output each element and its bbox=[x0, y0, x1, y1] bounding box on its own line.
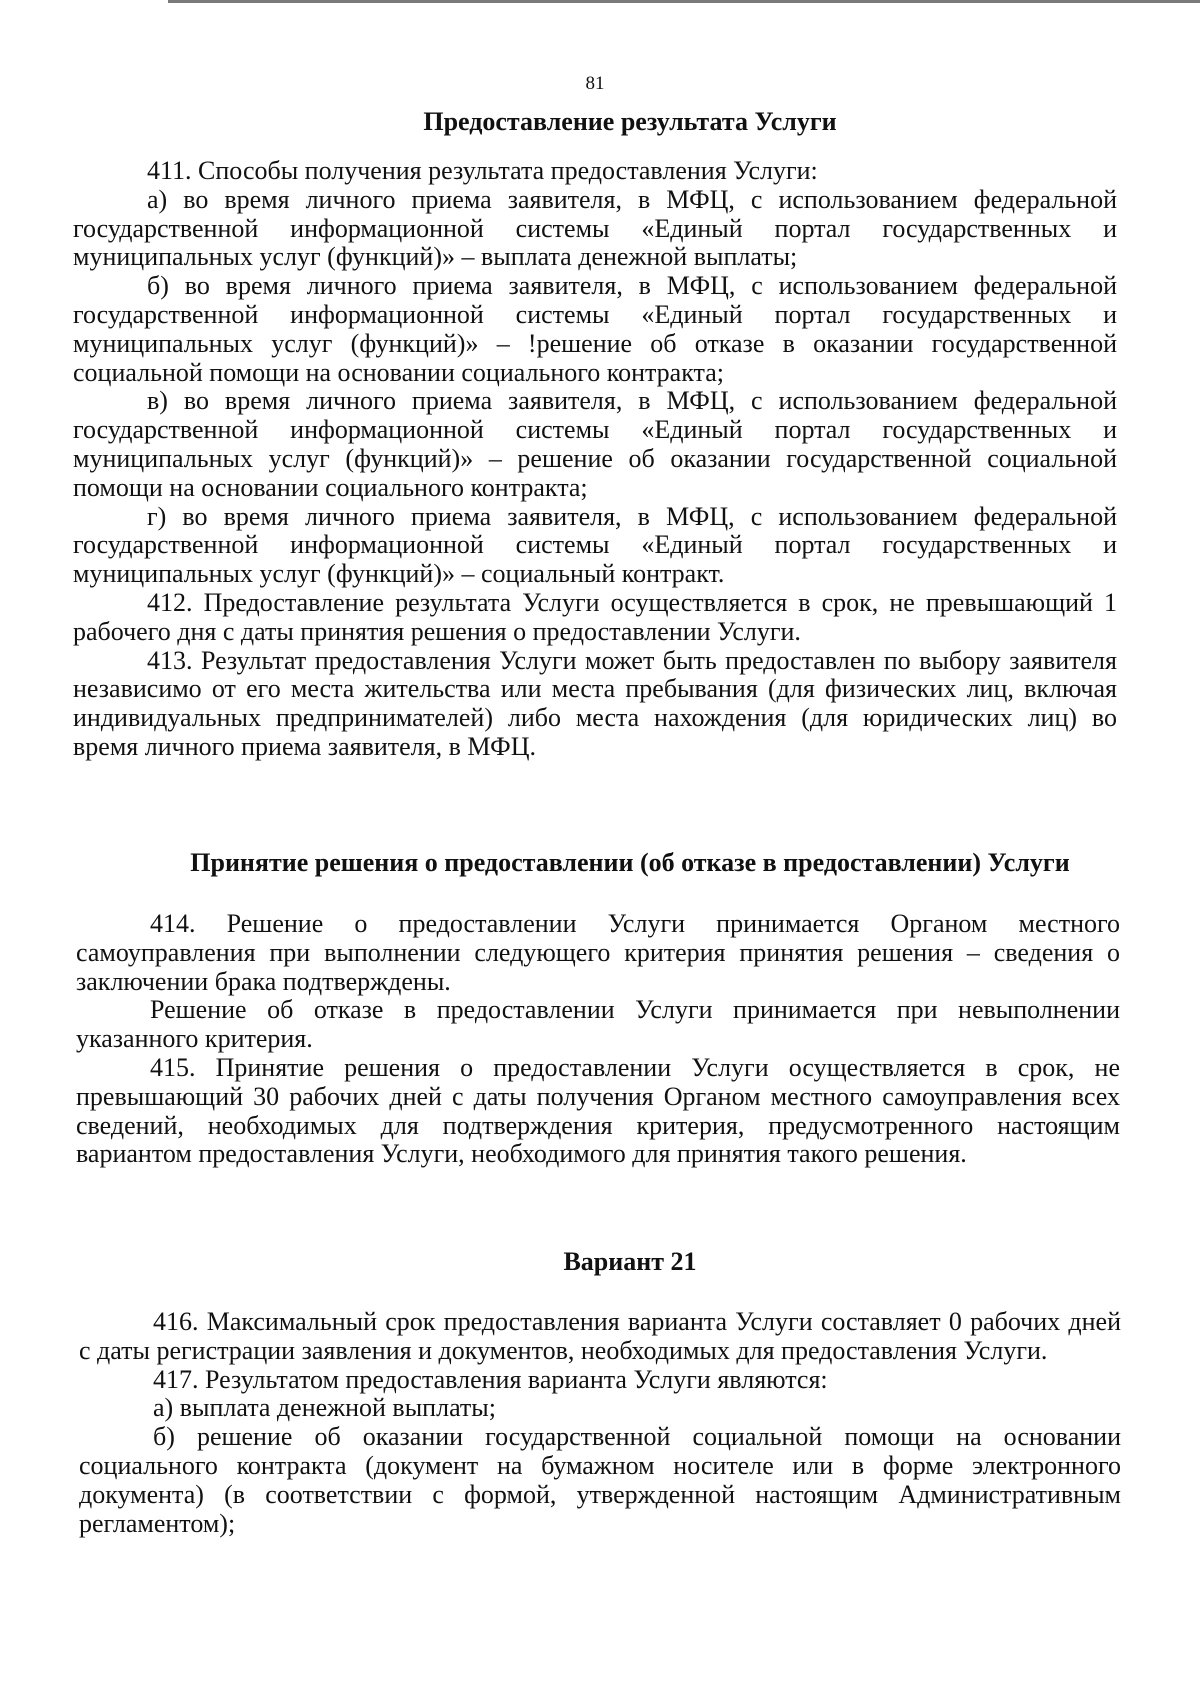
section-heading-result: Предоставление результата Услуги bbox=[423, 107, 837, 136]
paragraph-411-v: в) во время личного приема заявителя, в МФЦ, с использованием федеральной государственной информационной системы «Единый портал государственных и муниципальных услуг (функций)» – решение об оказании государственной социальной помощи на основании социального контракта; bbox=[73, 386, 1117, 502]
section-body-variant-21 bbox=[79, 1308, 1121, 1538]
scan-top-border bbox=[168, 0, 1200, 3]
paragraph-414: 414. Решение о предоставлении Услуги принимается Органом местного самоуправления при выполнении следующего критерия принятия решения – сведения о заключении брака подтверждены. bbox=[76, 909, 1120, 996]
paragraph-413: 413. Результат предоставления Услуги может быть предоставлен по выбору заявителя независимо от его места жительства или места пребывания (для физических лиц, включая индивидуальных предпринимателей) либо места нахождения (для юридических лиц) во время личного приема заявителя, в МФЦ. bbox=[73, 645, 1117, 761]
paragraph-415: 415. Принятие решения о предоставлении Услуги осуществляется в срок, не превышающий 30 рабочих дней с даты получения Органом местного самоуправления всех сведений, необходимых для подтверждения критерия, предусмотренного настоящим вариантом предоставления Услуги, необходимого для принятия такого решения. bbox=[76, 1052, 1120, 1169]
paragraph-412: 412. Предоставление результата Услуги осуществляется в срок, не превышающий 1 рабочего дня с даты принятия решения о предоставлении Услуги. bbox=[73, 587, 1117, 646]
paragraph-411-b: б) во время личного приема заявителя, в МФЦ, с использованием федеральной государственной информационной системы «Единый портал государственных и муниципальных услуг (функций)» – !решение об отказе в оказании государственной социальной помощи на основании социального контракта; bbox=[73, 271, 1117, 387]
section-heading-decision: Принятие решения о предоставлении (об отказе в предоставлении) Услуги bbox=[190, 848, 1070, 877]
paragraph-411-a: а) во время личного приема заявителя, в МФЦ, с использованием федеральной государственной информационной системы «Единый портал государственных и муниципальных услуг (функций)» – выплата денежной выплаты; bbox=[73, 184, 1117, 272]
paragraph-411-g: г) во время личного приема заявителя, в МФЦ, с использованием федеральной государственной информационной системы «Единый портал государственных и муниципальных услуг (функций)» – социальный контракт. bbox=[73, 501, 1117, 589]
section-body-decision bbox=[76, 910, 1120, 1169]
section-body-result bbox=[73, 157, 1117, 762]
section-heading-variant-21: Вариант 21 bbox=[563, 1247, 697, 1276]
paragraph-411: 411. Способы получения результата предоставления Услуги: bbox=[147, 156, 818, 185]
page-number: 81 bbox=[585, 73, 605, 94]
paragraph-414-refusal: Решение об отказе в предоставлении Услуги принимается при невыполнении указанного критерия. bbox=[76, 995, 1120, 1054]
paragraph-417-a: а) выплата денежной выплаты; bbox=[153, 1393, 496, 1423]
paragraph-417-b: б) решение об оказании государственной социальной помощи на основании социального контракта (документ на бумажном носителе или в форме электронного документа) (в соответствии с формой, утвержденной настоящим Административным регламентом); bbox=[79, 1422, 1121, 1538]
paragraph-417: 417. Результатом предоставления варианта Услуги являются: bbox=[153, 1364, 828, 1394]
paragraph-416: 416. Максимальный срок предоставления варианта Услуги составляет 0 рабочих дней с даты регистрации заявления и документов, необходимых для предоставления Услуги. bbox=[79, 1307, 1121, 1365]
